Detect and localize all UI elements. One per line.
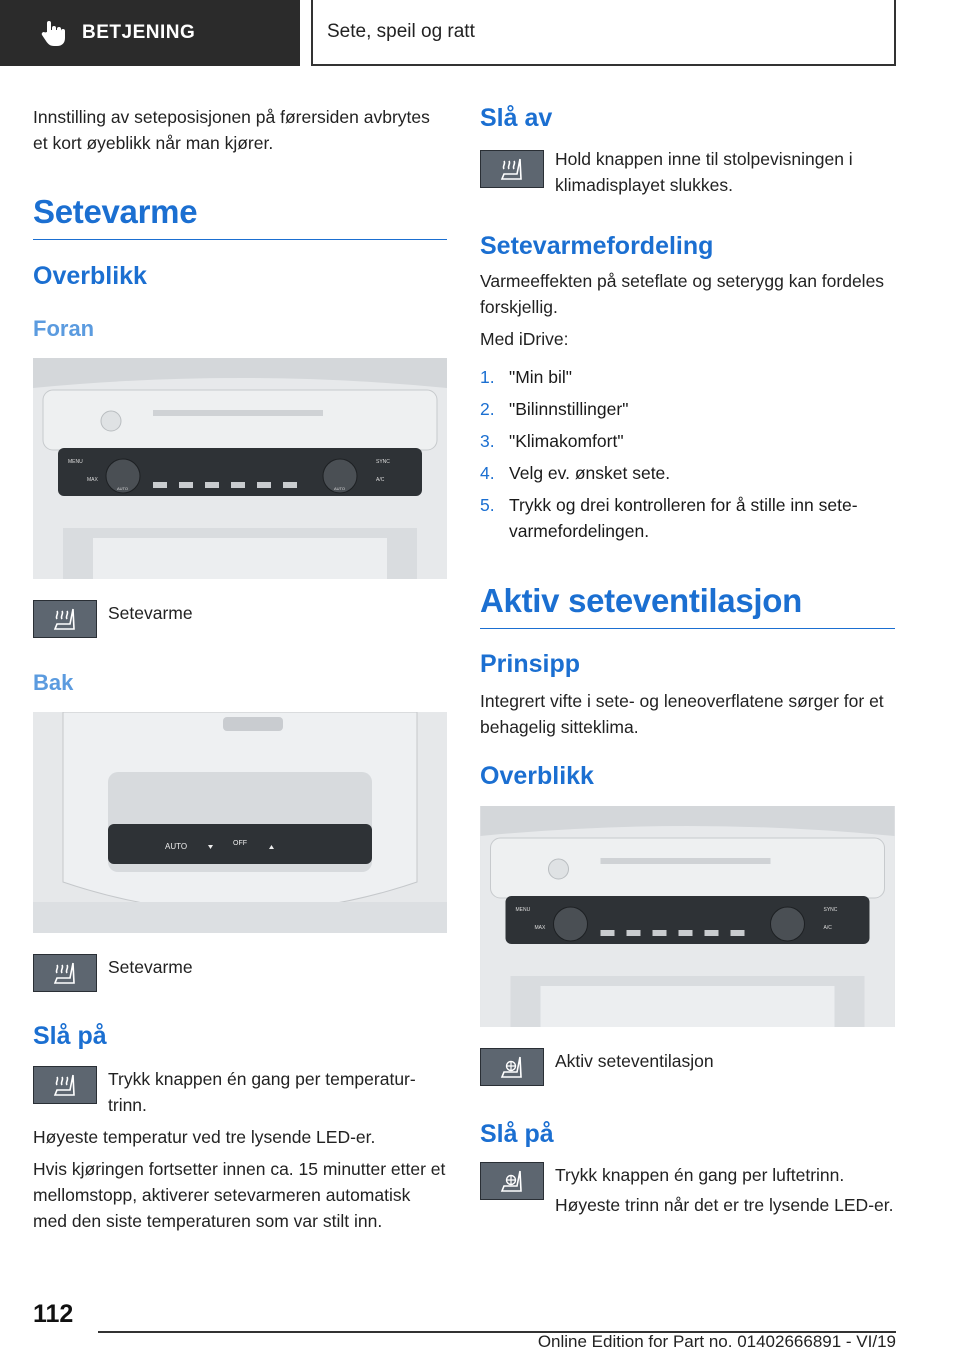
seat-ventilation-icon [492,1052,532,1082]
page-header [0,0,960,66]
panel-label-ac: A/C [823,925,832,931]
intro-paragraph: Innstilling av seteposisjonen på førersiden avbrytes et kort øyeblikk når man kjører. [33,107,430,153]
switch-on-symbol [33,1066,97,1104]
switch-off-symbol [480,150,544,188]
list-item: 1. "Min bil" [480,367,572,387]
panel-label-sync: SYNC [823,907,838,913]
heading-setevarme: Setevarme [33,193,447,240]
list-item: 5. Trykk og drei kontrolleren for å stille inn setevarmefordelingen. [480,495,858,541]
panel-label-sync: SYNC [376,459,390,465]
list-item: 2. "Bilinnstillinger" [480,399,629,419]
rear-panel-illustration [33,712,447,933]
front-panel-illustration [33,358,447,579]
heading-vent-switch-on: Slå på [480,1120,554,1148]
hand-pointer-icon [38,18,68,48]
panel-label-auto-left: AUTO [117,486,129,491]
heading-rear: Bak [33,670,74,695]
front-caption: Setevarme [108,603,193,623]
seat-heating-icon [492,154,532,184]
switch-off-instruction [480,146,895,198]
edition-text: Online Edition for Part no. 01402666891 - VI/19 [537,1332,896,1351]
page-number: 112 [33,1300,74,1328]
rear-climate-panel-image [33,712,447,933]
rear-label-off: OFF [233,840,247,847]
heading-active-ventilation: Aktiv seteventilasjon [480,582,895,629]
auto-restart-text: Hvis kjøringen fortsetter innen ca. 15 minutter etter et mellomstopp, aktiverer setevarmeren automatisk med den siste temperaturen som var stilt inn. [33,1159,446,1231]
ventilation-panel-image [480,806,895,1027]
principle-text: Integrert vifte i sete- og leneoverflatene sørger for et behagelig sitteklima. [480,691,884,737]
seat-heating-icon [45,604,85,634]
panel-label-ac: A/C [376,477,385,483]
front-climate-panel-image [33,358,447,579]
section-tab [0,0,300,66]
list-item: 4. Velg ev. ønsket sete. [480,463,671,483]
idrive-steps [480,364,895,550]
rear-seat-heating-symbol [33,954,97,992]
vent-max-text: Høyeste trinn når det er tre lysende LED-er. [555,1195,894,1215]
heading-distribution: Setevarmefordeling [480,232,714,260]
chapter-title: Sete, speil og ratt [311,0,896,66]
heading-switch-on: Slå på [33,1022,107,1050]
rear-seat-heating-legend [33,954,193,992]
heading-switch-off: Slå av [480,104,553,132]
idrive-label: Med iDrive: [480,329,569,349]
heading-principle: Prinsipp [480,650,581,678]
switch-off-text: Hold knappen inne til stolpevisningen i klimadisplayet slukkes. [555,149,853,195]
heading-overview: Overblikk [33,262,147,290]
panel-label-max: MAX [534,925,546,931]
rear-label-auto: AUTO [165,842,188,851]
ventilation-symbol [480,1048,544,1086]
panel-label-menu: MENU [68,459,83,465]
panel-label-max: MAX [87,477,98,483]
front-seat-heating-legend [33,600,193,638]
edition-line [538,1332,896,1352]
ventilation-caption: Aktiv seteventilasjon [555,1051,714,1071]
heading-front: Foran [33,316,95,341]
switch-on-instruction [33,1066,447,1118]
seat-heating-symbol [33,600,97,638]
ventilation-panel-illustration [480,806,895,1027]
list-item: 3. "Klimakomfort" [480,431,624,451]
seat-heating-icon [45,958,85,988]
heading-overview-vent: Overblikk [480,762,594,790]
panel-label-auto-right: AUTO [334,486,346,491]
rear-caption: Setevarme [108,957,193,977]
section-label: BETJENING [82,22,196,43]
vent-switch-on-text: Trykk knappen én gang per luftetrinn. [555,1165,845,1185]
switch-on-text: Trykk knappen én gang per temperaturtrinn. [108,1069,416,1115]
panel-label-menu: MENU [515,907,531,913]
max-temperature-text: Høyeste temperatur ved tre lysende LED-er. [33,1127,376,1147]
distribution-text: Varmeeffekten på seteflate og seterygg kan fordeles forskjellig. [480,271,885,317]
seat-heating-icon [45,1070,85,1100]
ventilation-legend [480,1048,714,1086]
